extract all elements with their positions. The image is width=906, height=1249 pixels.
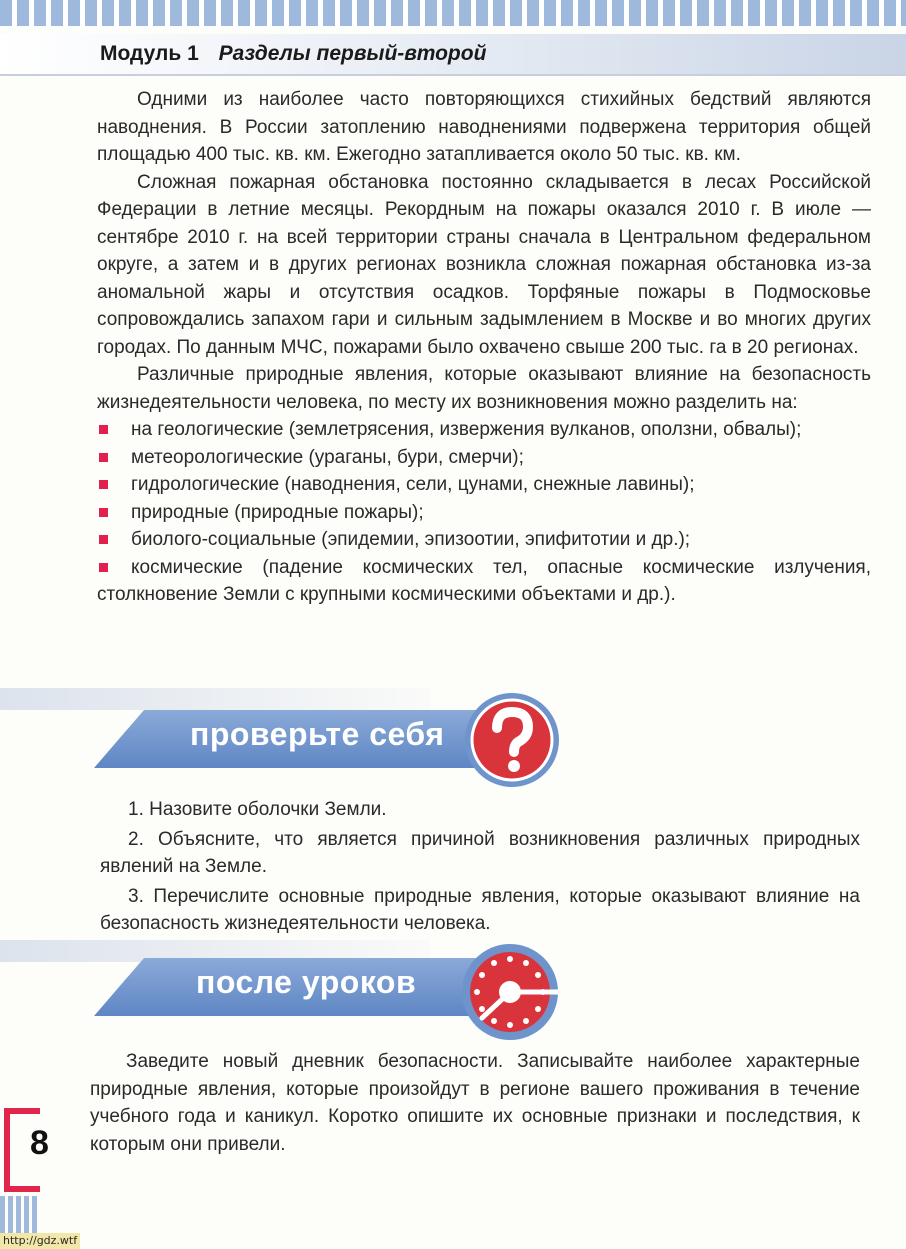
running-head [100, 42, 486, 66]
paragraph-floods: Одними из наиболее часто повторяющихся стихийных бедствий являются наводнения. В России затоплению наводнениями подвержена территория общей площадью 400 тыс. кв. км. Ежегодно затапливается около 50 тыс. кв. км. [97, 89, 871, 165]
after-lessons-banner [0, 940, 906, 1050]
bullet-icon [99, 425, 108, 434]
bullet-icon [99, 535, 108, 544]
question-mark-icon [462, 690, 562, 790]
check-yourself-banner [0, 688, 906, 798]
question-item: 2. Объясните, что является причиной возникновения различных природных явлений на Земле. [100, 828, 860, 877]
homework-task [90, 1048, 860, 1158]
bullet-icon [99, 480, 108, 489]
bullet-icon [99, 563, 108, 572]
list-item: метеорологические (ураганы, бури, смерчи); [97, 444, 871, 472]
module-label: Модуль 1 [100, 42, 199, 65]
banner-shadow [0, 688, 430, 710]
list-item: космические (падение космических тел, опасные космические излучения, столкновение Земли с крупными космическими объектами и др.). [97, 556, 871, 605]
homework-text: Заведите новый дневник безопасности. Записывайте наиболее характерные природные явления, которые произойдут в регионе вашего проживания в течение учебного года и каникул. Коротко опишите их основные признаки и последствия, к которым они привели. [90, 1051, 860, 1155]
paragraph-classification: Различные природные явления, которые оказывают влияние на безопасность жизнедеятельности человека, по месту их возникновения можно разделить на: [97, 364, 871, 413]
question-item: 1. Назовите оболочки Земли. [128, 799, 387, 820]
bullet-icon [99, 453, 108, 462]
check-yourself-title: проверьте себя [190, 716, 445, 752]
clock-icon [460, 940, 564, 1044]
question-item: 3. Перечислите основные природные явления, которые оказывают влияние на безопасность жизнедеятельности человека. [100, 885, 860, 934]
top-decorative-stripe [0, 0, 906, 26]
after-lessons-title: после уроков [196, 964, 417, 1000]
questions-list [100, 796, 860, 940]
list-item: природные (природные пожары); [97, 499, 871, 527]
phenomena-list [97, 416, 871, 609]
list-item: биолого-социальные (эпидемии, эпизоотии, эпифитотии и др.); [97, 526, 871, 554]
list-item: на геологические (землетрясения, извержения вулканов, оползни, обвалы); [97, 416, 871, 444]
bottom-decorative-stripe [0, 1196, 40, 1236]
page-number: 8 [30, 1124, 49, 1162]
list-item: гидрологические (наводнения, сели, цунами, снежные лавины); [97, 471, 871, 499]
paragraph-fires: Сложная пожарная обстановка постоянно складывается в лесах Российской Федерации в летние месяцы. Рекордным на пожары оказался 2010 г. В июле — сентябре 2010 г. на всей территории страны сначала в Центральном федеральном округе, а затем и в других регионах возникла сложная пожарная обстановка из-за аномальной жары и отсутствия осадков. Торфяные пожары в Подмосковье сопровождались запахом гари и сильным задымлением в Москве и во многих других городах. По данным МЧС, пожарами было охвачено свыше 200 тыс. га в 20 регионах. [97, 171, 871, 358]
bullet-icon [99, 508, 108, 517]
watermark: http://gdz.wtf [0, 1233, 80, 1249]
module-title: Разделы первый-второй [218, 42, 487, 65]
main-text [97, 86, 871, 609]
